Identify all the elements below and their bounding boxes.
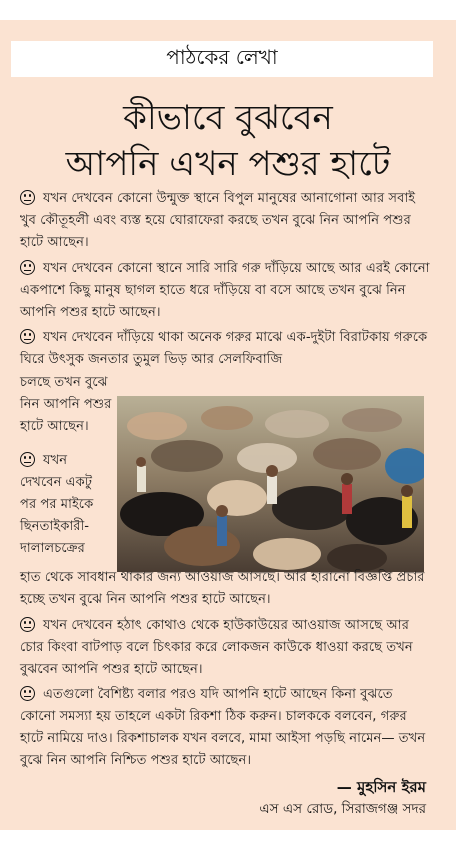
paragraph-3 bbox=[20, 327, 430, 371]
paragraph-1-text: যখন দেখবেন কোনো উন্মুক্ত স্থানে বিপুল মানুষের আনাগোনা আর সবাই খুব কৌতূহলী এবং ব্যস্ত হয়ে ঘোরাফেরা করছে তখন বুঝে নিন আপনি পশুর হাটে আছেন। bbox=[20, 191, 416, 250]
paragraph-3-side: চলছে তখন বুঝে নিন আপনি পশুর হাটে আছেন। bbox=[20, 375, 112, 434]
paragraph-1 bbox=[20, 188, 430, 254]
smiley-icon bbox=[20, 329, 35, 344]
paragraph-6 bbox=[20, 684, 430, 772]
paragraph-4-rest: হাত থেকে সাবধান থাকার জন্য আওয়াজ আসছে। আর হারানো বিজ্ঞপ্তি প্রচার হচ্ছে তখন বুঝে নিন আপনি পশুর হাটে আছেন। bbox=[20, 570, 425, 607]
smiley-icon bbox=[20, 686, 35, 701]
paragraph-6-text: এতগুলো বৈশিষ্ট্য বলার পরও যদি আপনি হাটে আছেন কিনা বুঝতে কোনো সমস্যা হয় তাহলে একটা রিকশা ঠিক করুন। চালককে বলবেন, গরুর হাটে নামিয়ে দাও। রিকশাচালক যখন বলবে, মামা আইসা পড়ছি নামেন— তখন বুঝে নিন আপনি নিশ্চিত পশুর হাটে আছেন। bbox=[20, 687, 426, 768]
smiley-icon bbox=[20, 617, 35, 632]
paragraph-2-text: যখন দেখবেন কোনো স্থানে সারি সারি গরু দাঁড়িয়ে আছে আর এরই কোনো একপাশে কিছু মানুষ ছাগল হাতে ধরে দাঁড়িয়ে বা বসে আছে তখন বুঝে নিন আপনি পশুর হাটে আছেন। bbox=[20, 261, 430, 320]
paragraph-4-side bbox=[20, 450, 112, 560]
paragraph-2 bbox=[20, 258, 430, 324]
cattle-market-image bbox=[117, 396, 424, 572]
paragraph-3-text: যখন দেখবেন দাঁড়িয়ে থাকা অনেক গরুর মাঝে এক-দুইটা বিরাটকায় গরুকে ঘিরে উৎসুক জনতার তুমুল ভিড় আর সেলফিবাজি bbox=[20, 330, 428, 367]
section-header-label: পাঠকের লেখা bbox=[166, 44, 278, 69]
smiley-icon bbox=[20, 452, 35, 467]
author-address: এস এস রোড, সিরাজগঞ্জ সদর bbox=[259, 801, 426, 817]
smiley-icon bbox=[20, 260, 35, 275]
article-card bbox=[0, 20, 456, 830]
smiley-icon bbox=[20, 190, 35, 205]
cattle-market-photo bbox=[117, 396, 424, 572]
paragraph-4-side-text: যখন দেখবেন একটু পর পর মাইকে ছিনতাইকারী-দালালচক্রের bbox=[20, 453, 94, 556]
article-title-line2: আপনি এখন পশুর হাটে bbox=[65, 144, 391, 184]
article-title-line1: কীভাবে বুঝবেন bbox=[123, 98, 333, 138]
section-header bbox=[11, 41, 433, 77]
paragraph-5 bbox=[20, 615, 430, 681]
paragraph-5-text: যখন দেখবেন হঠাৎ কোথাও থেকে হাউকাউয়ের আওয়াজ আসছে আর চোর কিংবা বাটপাড় বলে চিৎকার করে লোকজন কাউকে ধাওয়া করছে তখন বুঝবেন আপনি পশুর হাটে আছেন। bbox=[20, 618, 413, 677]
author-name: — মুহসিন ইরম bbox=[336, 778, 426, 796]
